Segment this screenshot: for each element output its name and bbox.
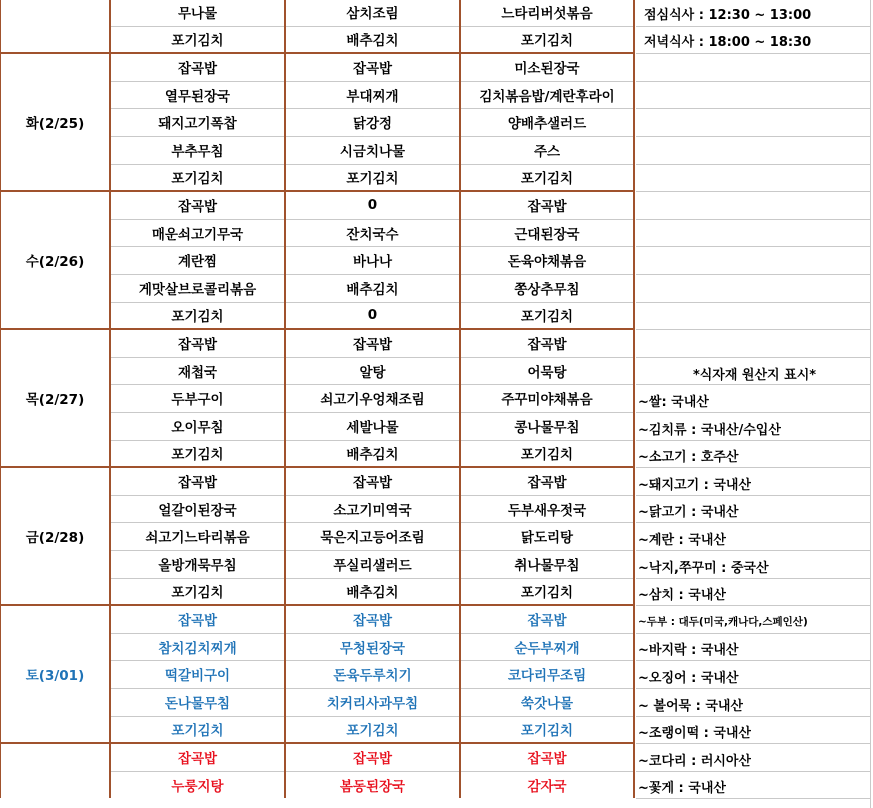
origin-item: ~조랭이떡 : 국내산 <box>638 726 752 742</box>
row-divider <box>110 578 634 579</box>
row-divider <box>110 771 634 772</box>
menu-cell-breakfast: 매운쇠고기무국 <box>151 226 244 243</box>
sidebar-row-line <box>636 357 870 358</box>
column-border <box>633 0 635 798</box>
day-separator <box>0 742 634 744</box>
menu-cell-breakfast: 포기김치 <box>171 33 224 50</box>
row-divider <box>110 274 634 275</box>
menu-cell-breakfast: 포기김치 <box>171 723 224 740</box>
day-separator <box>0 52 634 54</box>
menu-cell-dinner: 쑥갓나물 <box>520 695 574 712</box>
column-border <box>0 0 1 798</box>
row-divider <box>110 550 634 551</box>
lunch-time: 점심식사 : 12:30 ~ 13:00 <box>644 8 812 23</box>
menu-cell-dinner: 잡곡밥 <box>527 612 567 629</box>
row-divider <box>110 716 634 717</box>
menu-cell-lunch: 잡곡밥 <box>352 474 393 491</box>
menu-cell-breakfast: 포기김치 <box>171 309 224 326</box>
menu-cell-lunch: 포기김치 <box>346 171 399 188</box>
menu-cell-lunch: 잡곡밥 <box>352 60 393 77</box>
day-separator <box>0 466 634 468</box>
day-label: 수(2/26) <box>25 254 85 271</box>
menu-cell-breakfast: 오이무침 <box>171 419 224 436</box>
menu-cell-breakfast: 두부구이 <box>171 392 224 409</box>
menu-cell-dinner: 순두부찌개 <box>514 640 580 657</box>
menu-cell-dinner: 코다리무조림 <box>507 668 587 685</box>
day-label: 화(2/25) <box>25 116 85 133</box>
menu-cell-dinner: 잡곡밥 <box>527 474 567 491</box>
menu-cell-breakfast: 돈나물무침 <box>164 695 231 712</box>
column-border <box>459 0 461 798</box>
row-divider <box>110 108 634 109</box>
menu-cell-dinner: 쫑상추무침 <box>514 281 580 298</box>
menu-cell-breakfast: 잡곡밥 <box>177 336 218 353</box>
origin-item: ~바지락 : 국내산 <box>638 643 739 659</box>
day-label <box>0 0 110 53</box>
menu-cell-breakfast: 부추무침 <box>171 143 224 160</box>
menu-cell-dinner: 포기김치 <box>520 723 574 740</box>
sidebar-row-line <box>636 191 870 192</box>
menu-cell-dinner: 잡곡밥 <box>527 336 567 353</box>
menu-cell-dinner: 포기김치 <box>520 585 574 602</box>
menu-cell-dinner: 콩나물무침 <box>514 419 580 436</box>
origin-title: *식자재 원산지 표시* <box>692 368 817 383</box>
row-divider <box>110 522 634 523</box>
menu-cell-dinner: 잡곡밥 <box>527 750 567 767</box>
menu-cell-lunch: 0 <box>367 307 378 324</box>
menu-cell-breakfast: 포기김치 <box>171 171 224 188</box>
origin-item: ~계란 : 국내산 <box>638 533 726 548</box>
menu-cell-dinner: 근대된장국 <box>514 226 580 243</box>
menu-cell-lunch: 치커리사과무침 <box>326 695 419 712</box>
menu-cell-breakfast: 계란찜 <box>177 254 218 271</box>
menu-cell-breakfast: 잡곡밥 <box>177 198 218 215</box>
menu-cell-lunch: 시금치나물 <box>339 143 406 160</box>
origin-item: ~쌀: 국내산 <box>638 395 709 410</box>
column-border <box>284 0 286 798</box>
menu-cell-lunch: 봄동된장국 <box>339 778 406 795</box>
sidebar-row-line <box>636 164 870 165</box>
day-separator <box>0 190 634 192</box>
menu-cell-lunch: 배추김치 <box>346 585 399 602</box>
row-divider <box>110 164 634 165</box>
row-divider <box>110 219 634 220</box>
sidebar-row-line <box>636 108 870 109</box>
menu-cell-dinner: 닭도리탕 <box>520 530 574 547</box>
sidebar-row-line <box>636 274 870 275</box>
row-divider <box>110 495 634 496</box>
origin-item: ~낙지,쭈꾸미 : 중국산 <box>638 560 769 576</box>
menu-cell-breakfast: 얼갈이된장국 <box>158 502 237 519</box>
origin-item: ~코다리 : 러시아산 <box>638 753 752 769</box>
origin-item: ~두부 : 대두(미국,캐나다,스페인산) <box>638 615 808 628</box>
menu-cell-dinner: 포기김치 <box>520 309 574 326</box>
sidebar-row-line <box>636 329 870 330</box>
origin-item: ~닭고기 : 국내산 <box>638 505 739 521</box>
menu-cell-lunch: 0 <box>367 196 378 213</box>
column-border <box>109 0 111 798</box>
day-separator <box>0 604 634 606</box>
menu-cell-breakfast: 포기김치 <box>171 585 224 602</box>
menu-cell-breakfast: 쇠고기느타리볶음 <box>145 530 250 547</box>
menu-cell-lunch: 닭강정 <box>352 116 393 133</box>
menu-cell-breakfast: 올방개묵무침 <box>158 557 237 574</box>
menu-cell-dinner: 어묵탕 <box>527 364 567 381</box>
menu-cell-breakfast: 누룽지탕 <box>171 778 224 795</box>
sidebar-row-line <box>636 81 870 82</box>
menu-cell-breakfast: 무나물 <box>177 5 218 22</box>
sidebar-row-line <box>636 302 870 303</box>
menu-cell-lunch: 배추김치 <box>346 281 399 298</box>
origin-item: ~삼치 : 국내산 <box>638 588 726 604</box>
menu-cell-breakfast: 떡갈비구이 <box>164 668 231 685</box>
menu-cell-lunch: 묵은지고등어조림 <box>320 530 425 547</box>
origin-item: ~오징어 : 국내산 <box>638 671 739 686</box>
menu-cell-lunch: 포기김치 <box>346 723 399 740</box>
menu-cell-breakfast: 게맛살브로콜리볶음 <box>138 281 257 298</box>
menu-cell-dinner: 양배추샐러드 <box>507 116 587 133</box>
row-divider <box>110 633 634 634</box>
menu-cell-lunch: 알탕 <box>359 364 386 381</box>
menu-cell-breakfast: 잡곡밥 <box>177 612 218 629</box>
menu-cell-lunch: 세발나물 <box>346 419 399 436</box>
menu-cell-dinner: 느타리버섯볶음 <box>501 5 593 22</box>
sidebar-row-line <box>636 219 870 220</box>
menu-cell-lunch: 바나나 <box>352 254 393 271</box>
menu-cell-dinner: 감자국 <box>527 778 567 795</box>
menu-cell-dinner: 포기김치 <box>520 447 574 464</box>
origin-item: ~ 볼어묵 : 국내산 <box>638 698 744 714</box>
day-label <box>0 743 110 798</box>
menu-cell-dinner: 김치볶음밥/계란후라이 <box>479 88 615 105</box>
menu-cell-lunch: 소고기미역국 <box>333 502 412 519</box>
menu-cell-dinner: 주꾸미야채볶음 <box>501 392 593 409</box>
day-label: 목(2/27) <box>25 392 85 409</box>
menu-cell-dinner: 주스 <box>533 143 561 160</box>
menu-cell-breakfast: 돼지고기폭찹 <box>158 116 237 133</box>
menu-cell-breakfast: 열무된장국 <box>164 88 231 105</box>
menu-cell-lunch: 잡곡밥 <box>352 336 393 353</box>
origin-item: ~소고기 : 호주산 <box>638 450 739 466</box>
row-divider <box>110 302 634 303</box>
row-divider <box>110 26 634 27</box>
menu-cell-lunch: 부대찌개 <box>346 88 399 105</box>
sidebar-row-line <box>636 246 870 247</box>
row-divider <box>110 136 634 137</box>
row-divider <box>110 357 634 358</box>
menu-cell-lunch: 배추김치 <box>346 447 399 464</box>
menu-cell-lunch: 무청된장국 <box>339 640 406 657</box>
origin-item: ~꽃게 : 국내산 <box>638 781 726 797</box>
menu-cell-dinner: 두부새우젓국 <box>507 502 587 519</box>
dinner-time: 저녁식사 : 18:00 ~ 18:30 <box>644 35 812 50</box>
sidebar-row-line <box>636 136 870 137</box>
menu-cell-dinner: 잡곡밥 <box>527 198 567 215</box>
menu-cell-lunch: 쇠고기우엉채조림 <box>320 392 425 409</box>
sidebar-border <box>870 0 871 808</box>
origin-item: ~돼지고기 : 국내산 <box>638 477 752 493</box>
menu-cell-lunch: 잡곡밥 <box>352 612 393 629</box>
row-divider <box>110 412 634 413</box>
menu-cell-breakfast: 잡곡밥 <box>177 60 218 77</box>
menu-cell-lunch: 잡곡밥 <box>352 750 393 767</box>
menu-cell-dinner: 돈육야채볶음 <box>507 254 587 271</box>
menu-cell-lunch: 잔치국수 <box>346 226 399 243</box>
day-separator <box>0 328 634 330</box>
menu-cell-lunch: 돈육두루치기 <box>333 668 412 685</box>
menu-cell-breakfast: 잡곡밥 <box>177 750 218 767</box>
origin-item: ~김치류 : 국내산/수입산 <box>638 422 781 438</box>
day-label: 금(2/28) <box>25 530 85 547</box>
menu-cell-dinner: 취나물무침 <box>514 557 580 574</box>
menu-cell-dinner: 미소된장국 <box>514 60 580 77</box>
menu-cell-breakfast: 잡곡밥 <box>177 474 218 491</box>
row-divider <box>110 246 634 247</box>
menu-cell-lunch: 배추김치 <box>346 33 399 50</box>
row-divider <box>110 688 634 689</box>
menu-cell-breakfast: 참치김치찌개 <box>158 640 237 657</box>
menu-cell-dinner: 포기김치 <box>520 33 574 50</box>
menu-cell-dinner: 포기김치 <box>520 171 574 188</box>
row-divider <box>110 384 634 385</box>
menu-cell-lunch: 삼치조림 <box>346 5 399 22</box>
menu-cell-lunch: 푸실리샐러드 <box>333 557 412 574</box>
menu-cell-breakfast: 포기김치 <box>171 447 224 464</box>
day-label: 토(3/01) <box>25 668 85 685</box>
row-divider <box>110 660 634 661</box>
row-divider <box>110 81 634 82</box>
row-divider <box>110 440 634 441</box>
menu-cell-breakfast: 재첩국 <box>177 364 218 381</box>
